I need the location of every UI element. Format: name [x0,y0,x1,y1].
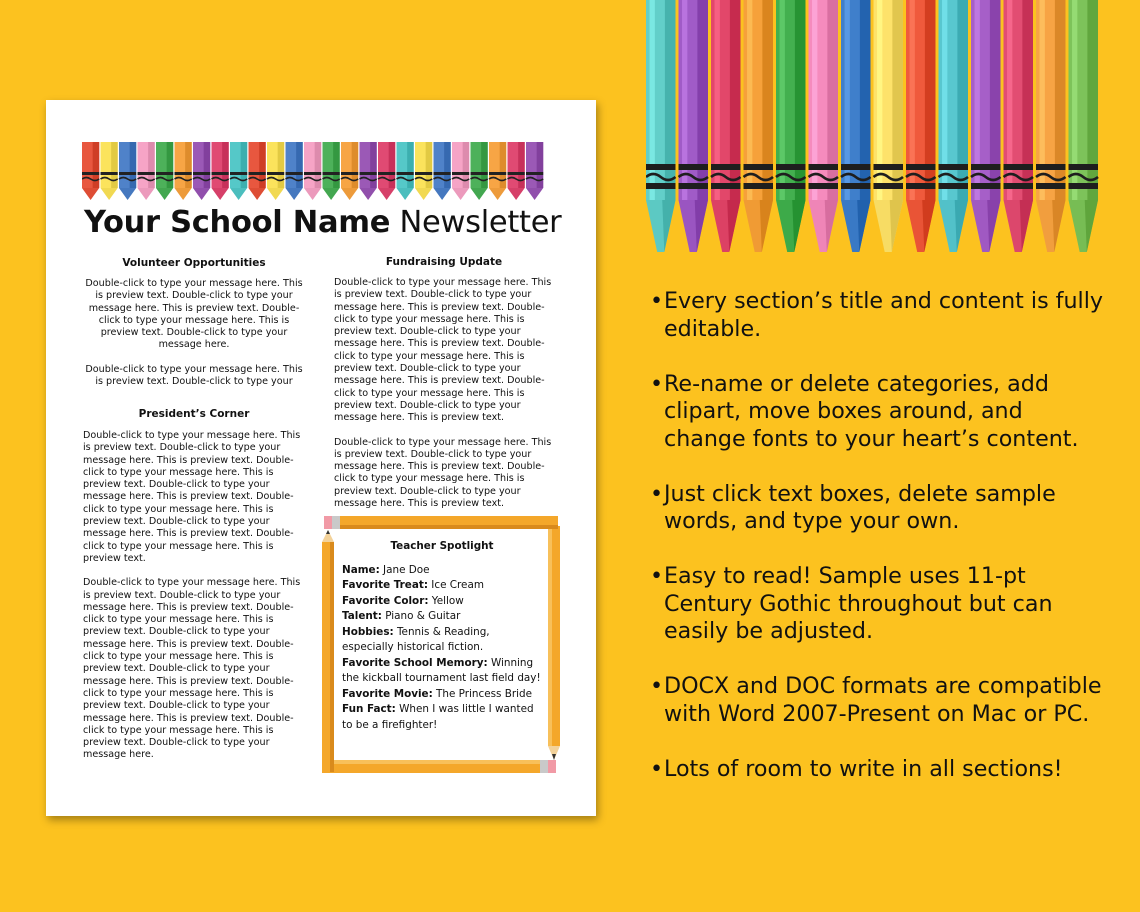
crayon-row-top [82,142,562,202]
crayon-small [175,142,192,200]
newsletter-page [46,100,596,816]
teacher-spotlight[interactable] [342,533,542,733]
crayon-small [212,142,229,200]
title-school-name[interactable]: Your School Name [84,205,391,240]
crayon-small [323,142,340,200]
spotlight-title[interactable]: Teacher Spotlight [390,540,494,552]
feature-item [650,673,1110,728]
fundraising-body[interactable] [334,277,554,522]
bullet-icon: • [650,673,664,699]
president-paragraph-1[interactable]: Double-click to type your message here. This is preview text. Double-click to type your message here. This is preview text. Double-click to type your message here. This is preview text. Double-click to type your message here. This is preview text. Double-click to type your message here. This is preview text. Double-click to type your message here. This is preview text. Double-click to type your message here. This is preview text. [83,430,301,564]
spotlight-row-name[interactable] [342,563,542,579]
spotlight-label: Fun Fact: [342,703,396,715]
crayon-large [1069,0,1099,252]
crayon-small [304,142,321,200]
feature-text: Just click text boxes, delete sample words, and type your own. [664,480,1056,534]
newsletter-title[interactable] [84,204,564,242]
crayon-small [138,142,155,200]
crayon-small [341,142,358,200]
president-paragraph-2[interactable]: Double-click to type your message here. This is preview text. Double-click to type your message here. This is preview text. Double-click to type your message here. This is preview text. Double-click to type your message here. This is preview text. Double-click to type your message here. This is preview text. Double-click to type your message here. This is preview text. Double-click to type your message here. This is preview text. Double-click to type your message here. This is preview text. Double-click to type your message here. This is preview text. Double-click to type your message here. [83,577,301,761]
crayon-small [360,142,377,200]
crayon-small [267,142,284,200]
crayon-small [378,142,395,200]
crayon-small [489,142,506,200]
president-title[interactable]: President’s Corner [138,408,250,420]
feature-text: Every section’s title and content is fully editable. [664,288,1104,342]
spotlight-label: Favorite Treat: [342,579,428,591]
title-newsletter-word[interactable]: Newsletter [390,205,562,240]
crayon-small [434,142,451,200]
crayon-large [874,0,904,252]
bullet-icon: • [650,370,664,397]
spotlight-row-talent[interactable] [342,609,542,625]
spotlight-value: Winning the kickball tournament last field day! [342,656,541,684]
volunteer-body[interactable] [84,278,304,400]
spotlight-row-hobbies[interactable] [342,625,542,656]
crayon-small [82,142,99,200]
bullet-icon: • [650,480,664,507]
feature-list [650,288,1110,811]
crayon-small [526,142,543,200]
spotlight-row-memory[interactable] [342,656,542,687]
feature-text: Easy to read! Sample uses 11-pt Century Gothic throughout but can easily be adjusted. [664,563,1053,644]
crayon-large [679,0,709,252]
crayon-small [119,142,136,200]
crayon-small [249,142,266,200]
bullet-icon: • [650,288,664,314]
spotlight-label: Favorite School Memory: [342,656,488,669]
feature-item [650,563,1110,646]
spotlight-label: Favorite Color: [342,594,429,607]
spotlight-label: Favorite Movie: [342,687,433,700]
crayon-small [415,142,432,200]
crayon-large [744,0,774,252]
spotlight-label: Talent: [342,610,382,622]
crayon-large [1004,0,1034,252]
spotlight-value: Jane Doe [379,563,430,576]
spotlight-row-treat[interactable] [342,578,542,594]
crayon-large [776,0,806,252]
crayon-large [1036,0,1066,252]
volunteer-paragraph-1[interactable]: Double-click to type your message here. This is preview text. Double-click to type your message here. This is preview text. Double-click to type your message here. This is preview text. Double-click to type your message here. [85,278,303,351]
crayon-small [397,142,414,200]
feature-text: Re-name or delete categories, add clipart, move boxes around, and change fonts to your heart’s content. [664,370,1079,452]
spotlight-label: Hobbies: [342,625,394,638]
spotlight-value: Piano & Guitar [381,610,461,622]
bullet-icon: • [650,563,664,589]
crayon-large [809,0,839,252]
bullet-icon: • [650,755,664,782]
crayon-large [711,0,741,252]
crayon-small [286,142,303,200]
crayon-large [646,0,676,252]
spotlight-row-fun-fact[interactable] [342,702,542,733]
feature-item [650,756,1110,784]
spotlight-value: When I was little I wanted to be a firefighter! [342,703,534,731]
crayon-small [193,142,210,200]
feature-item [650,371,1110,454]
volunteer-paragraph-2[interactable]: Double-click to type your message here. This is preview text. Double-click to type your [85,363,303,388]
crayon-small [508,142,525,200]
crayon-small [156,142,173,200]
feature-item [650,288,1110,343]
spotlight-value: Tennis & Reading, especially historical fiction. [342,625,490,653]
spotlight-label: Name: [342,563,380,576]
crayon-large [841,0,871,252]
spotlight-value: The Princess Bride [432,687,533,700]
crayon-small [230,142,247,200]
fundraising-paragraph-2[interactable]: Double-click to type your message here. This is preview text. Double-click to type your message here. This is preview text. Double-click to type your message here. This is preview text. Double-click to type your message here. This is preview text. [334,436,552,510]
spotlight-row-color[interactable] [342,594,542,610]
president-body[interactable] [83,430,301,774]
crayon-large [906,0,936,252]
spotlight-value: Yellow [428,594,464,607]
fundraising-title[interactable]: Fundraising Update [385,256,503,268]
volunteer-title[interactable]: Volunteer Opportunities [122,257,266,269]
crayon-large [971,0,1001,252]
spotlight-row-movie[interactable] [342,687,542,703]
spotlight-value: Ice Cream [427,579,484,591]
feature-item [650,481,1110,536]
fundraising-paragraph-1[interactable]: Double-click to type your message here. This is preview text. Double-click to type your message here. This is preview text. Double-click to type your message here. This is preview text. Double-click to type your message here. This is preview text. Double-click to type your message here. This is preview text. Double-click to type your message here. This is preview text. Double-click to type your message here. This is preview text. Double-click to type your message here. This is preview text. [334,277,552,424]
feature-text: Lots of room to write in all sections! [664,755,1063,782]
crayon-large [939,0,969,252]
crayon-row-large [646,0,1100,262]
feature-text: DOCX and DOC formats are compatible with Word 2007-Present on Mac or PC. [664,673,1102,727]
crayon-small [101,142,118,200]
crayon-small [471,142,488,200]
crayon-small [452,142,469,200]
